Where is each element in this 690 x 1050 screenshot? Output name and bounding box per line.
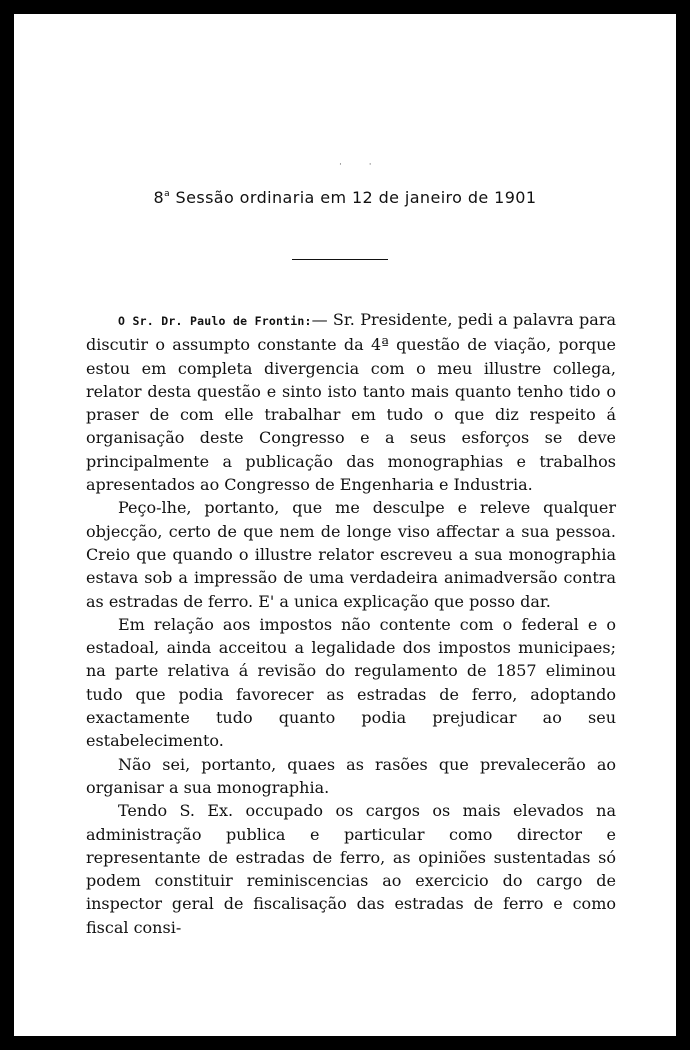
print-specks: · · [339, 160, 384, 170]
paragraph-text: — Sr. Presidente, pedi a palavra para discutir o assumpto constante da 4ª questão de viação, porque estou em completa divergencia com o meu illustre collega, relator desta questão e sinto isto tanto mais quanto tenho tido o praser de com elle trabalhar em tudo o que diz respeito á organisação deste Congresso e a seus esforços se deve principalmente a publicação das monographias e trabalhos apresentados ao Congresso de Engenharia e Industria. [86, 310, 616, 495]
document-page [14, 14, 676, 1036]
title-divider [292, 259, 388, 260]
paragraph: Peço-lhe, portanto, que me desculpe e releve qualquer objecção, certo de que nem de longe viso affectar a sua pessoa. Creio que quando o illustre relator escreveu a sua monographia estava sob a impressão de uma verdadeira animadversão contra as estradas de ferro. E' a unica explicação que posso dar. [86, 498, 616, 611]
paragraph: Tendo S. Ex. occupado os cargos os mais elevados na administração publica e particular como director e representante de estradas de ferro, as opiniões sustentadas só podem constituir reminiscencias ao exercicio do cargo de inspector geral de fiscalisação das estradas de ferro e como fiscal consi- [86, 801, 616, 937]
speaker-name: O Sr. Dr. Paulo de Frontin: [118, 314, 312, 328]
session-number: 8 [153, 188, 165, 207]
session-title-text: Sessão ordinaria em 12 de janeiro de 1901 [170, 188, 537, 207]
ordinal-suffix: a [164, 189, 171, 199]
paragraph: Não sei, portanto, quaes as rasões que prevalecerão ao organisar a sua monographia. [86, 754, 616, 797]
paragraph: Em relação aos impostos não contente com o federal e o estadoal, ainda acceitou a legalidade dos impostos municipaes; na parte relativa á revisão do regulamento de 1857 eliminou tudo que podia favorecer as estradas de ferro, adoptando exactamente tudo quanto podia prejudicar ao seu estabelecimento. [86, 614, 616, 751]
speech-body [86, 308, 616, 939]
session-title [14, 188, 676, 207]
paragraph [86, 308, 616, 496]
